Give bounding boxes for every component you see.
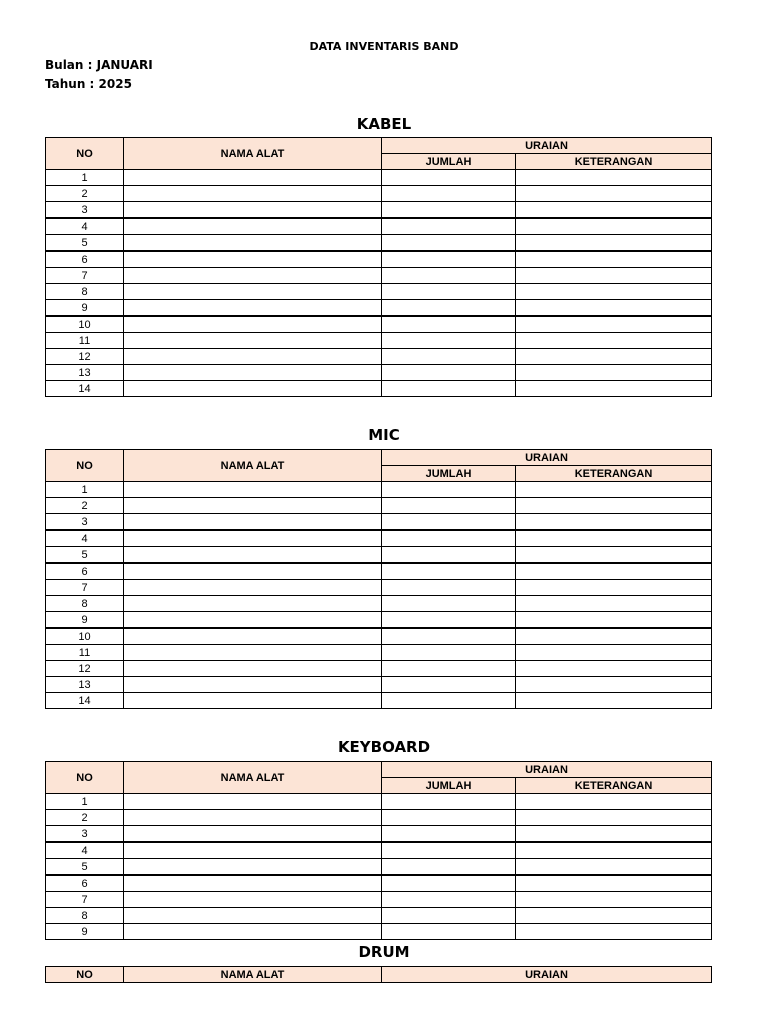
month-label: Bulan : JANUARI	[45, 58, 153, 72]
nama-alat-cell	[124, 677, 382, 693]
header-nama-alat: NAMA ALAT	[124, 762, 382, 794]
row-number: 10	[46, 628, 124, 645]
nama-alat-cell	[124, 530, 382, 547]
header-jumlah: JUMLAH	[382, 154, 516, 170]
row-number: 7	[46, 892, 124, 908]
inventory-table-mic	[45, 449, 712, 709]
nama-alat-cell	[124, 514, 382, 531]
keterangan-cell	[516, 580, 712, 596]
row-number: 3	[46, 514, 124, 531]
table-row	[46, 202, 712, 219]
table-row	[46, 300, 712, 317]
row-number: 2	[46, 186, 124, 202]
row-number: 14	[46, 381, 124, 397]
nama-alat-cell	[124, 596, 382, 612]
jumlah-cell	[382, 170, 516, 186]
inventory-table-drum	[45, 966, 712, 983]
nama-alat-cell	[124, 892, 382, 908]
table-row	[46, 859, 712, 876]
section-title-drum: DRUM	[358, 943, 410, 961]
jumlah-cell	[382, 908, 516, 924]
nama-alat-cell	[124, 251, 382, 268]
row-number: 5	[46, 547, 124, 564]
table-row	[46, 892, 712, 908]
keterangan-cell	[516, 628, 712, 645]
keterangan-cell	[516, 514, 712, 531]
keterangan-cell	[516, 794, 712, 810]
row-number: 6	[46, 251, 124, 268]
keterangan-cell	[516, 365, 712, 381]
keterangan-cell	[516, 268, 712, 284]
nama-alat-cell	[124, 170, 382, 186]
keterangan-cell	[516, 381, 712, 397]
header-uraian: URAIAN	[382, 967, 712, 983]
header-jumlah: JUMLAH	[382, 466, 516, 482]
table-row	[46, 482, 712, 498]
header-nama-alat: NAMA ALAT	[124, 138, 382, 170]
jumlah-cell	[382, 612, 516, 629]
jumlah-cell	[382, 924, 516, 940]
keterangan-cell	[516, 612, 712, 629]
header-jumlah: JUMLAH	[382, 778, 516, 794]
nama-alat-cell	[124, 580, 382, 596]
keterangan-cell	[516, 316, 712, 333]
keterangan-cell	[516, 645, 712, 661]
nama-alat-cell	[124, 563, 382, 580]
keterangan-cell	[516, 251, 712, 268]
keterangan-cell	[516, 892, 712, 908]
row-number: 14	[46, 693, 124, 709]
nama-alat-cell	[124, 810, 382, 826]
table-row	[46, 381, 712, 397]
row-number: 8	[46, 908, 124, 924]
table-row	[46, 580, 712, 596]
keterangan-cell	[516, 826, 712, 843]
header-uraian: URAIAN	[382, 138, 712, 154]
row-number: 4	[46, 530, 124, 547]
keterangan-cell	[516, 810, 712, 826]
table-row	[46, 842, 712, 859]
table-row	[46, 547, 712, 564]
table-row	[46, 498, 712, 514]
header-nama-alat: NAMA ALAT	[124, 967, 382, 983]
nama-alat-cell	[124, 284, 382, 300]
nama-alat-cell	[124, 547, 382, 564]
nama-alat-cell	[124, 859, 382, 876]
jumlah-cell	[382, 826, 516, 843]
table-row	[46, 333, 712, 349]
table-row	[46, 924, 712, 940]
table-row	[46, 218, 712, 235]
keterangan-cell	[516, 284, 712, 300]
nama-alat-cell	[124, 661, 382, 677]
keterangan-cell	[516, 218, 712, 235]
table-row	[46, 235, 712, 252]
nama-alat-cell	[124, 482, 382, 498]
table-row	[46, 284, 712, 300]
jumlah-cell	[382, 300, 516, 317]
jumlah-cell	[382, 810, 516, 826]
header-no: NO	[46, 450, 124, 482]
table-row	[46, 530, 712, 547]
table-row	[46, 596, 712, 612]
table-row	[46, 316, 712, 333]
nama-alat-cell	[124, 612, 382, 629]
jumlah-cell	[382, 202, 516, 219]
jumlah-cell	[382, 333, 516, 349]
jumlah-cell	[382, 859, 516, 876]
nama-alat-cell	[124, 333, 382, 349]
keterangan-cell	[516, 202, 712, 219]
keterangan-cell	[516, 661, 712, 677]
nama-alat-cell	[124, 794, 382, 810]
row-number: 12	[46, 661, 124, 677]
jumlah-cell	[382, 547, 516, 564]
row-number: 5	[46, 235, 124, 252]
row-number: 2	[46, 810, 124, 826]
table-row	[46, 875, 712, 892]
header-uraian: URAIAN	[382, 450, 712, 466]
table-row	[46, 170, 712, 186]
inventory-table-keyboard	[45, 761, 712, 940]
row-number: 1	[46, 170, 124, 186]
jumlah-cell	[382, 563, 516, 580]
keterangan-cell	[516, 596, 712, 612]
jumlah-cell	[382, 349, 516, 365]
keterangan-cell	[516, 530, 712, 547]
jumlah-cell	[382, 514, 516, 531]
row-number: 9	[46, 924, 124, 940]
header-keterangan: KETERANGAN	[516, 154, 712, 170]
table-row	[46, 628, 712, 645]
row-number: 10	[46, 316, 124, 333]
keterangan-cell	[516, 547, 712, 564]
header-keterangan: KETERANGAN	[516, 466, 712, 482]
header-no: NO	[46, 967, 124, 983]
keterangan-cell	[516, 842, 712, 859]
jumlah-cell	[382, 794, 516, 810]
nama-alat-cell	[124, 300, 382, 317]
inventory-table-kabel	[45, 137, 712, 397]
table-row	[46, 645, 712, 661]
keterangan-cell	[516, 563, 712, 580]
jumlah-cell	[382, 693, 516, 709]
nama-alat-cell	[124, 316, 382, 333]
row-number: 1	[46, 794, 124, 810]
row-number: 2	[46, 498, 124, 514]
table-row	[46, 908, 712, 924]
header-no: NO	[46, 762, 124, 794]
row-number: 7	[46, 268, 124, 284]
table-row	[46, 661, 712, 677]
jumlah-cell	[382, 316, 516, 333]
nama-alat-cell	[124, 349, 382, 365]
keterangan-cell	[516, 482, 712, 498]
keterangan-cell	[516, 300, 712, 317]
row-number: 11	[46, 333, 124, 349]
jumlah-cell	[382, 268, 516, 284]
table-row	[46, 349, 712, 365]
keterangan-cell	[516, 677, 712, 693]
keterangan-cell	[516, 349, 712, 365]
section-title-mic: MIC	[368, 426, 400, 444]
row-number: 8	[46, 284, 124, 300]
jumlah-cell	[382, 498, 516, 514]
row-number: 4	[46, 218, 124, 235]
jumlah-cell	[382, 218, 516, 235]
row-number: 3	[46, 826, 124, 843]
table-row	[46, 563, 712, 580]
nama-alat-cell	[124, 268, 382, 284]
jumlah-cell	[382, 186, 516, 202]
jumlah-cell	[382, 875, 516, 892]
nama-alat-cell	[124, 202, 382, 219]
keterangan-cell	[516, 170, 712, 186]
nama-alat-cell	[124, 628, 382, 645]
keterangan-cell	[516, 908, 712, 924]
jumlah-cell	[382, 661, 516, 677]
jumlah-cell	[382, 284, 516, 300]
row-number: 7	[46, 580, 124, 596]
table-row	[46, 186, 712, 202]
nama-alat-cell	[124, 924, 382, 940]
header-uraian: URAIAN	[382, 762, 712, 778]
section-title-kabel: KABEL	[356, 115, 412, 133]
table-row	[46, 794, 712, 810]
document-title: DATA INVENTARIS BAND	[309, 40, 459, 53]
jumlah-cell	[382, 365, 516, 381]
table-row	[46, 810, 712, 826]
keterangan-cell	[516, 186, 712, 202]
keterangan-cell	[516, 333, 712, 349]
nama-alat-cell	[124, 186, 382, 202]
keterangan-cell	[516, 924, 712, 940]
jumlah-cell	[382, 892, 516, 908]
nama-alat-cell	[124, 235, 382, 252]
header-no: NO	[46, 138, 124, 170]
year-label: Tahun : 2025	[45, 77, 132, 91]
jumlah-cell	[382, 530, 516, 547]
jumlah-cell	[382, 628, 516, 645]
table-row	[46, 268, 712, 284]
nama-alat-cell	[124, 645, 382, 661]
row-number: 11	[46, 645, 124, 661]
nama-alat-cell	[124, 908, 382, 924]
nama-alat-cell	[124, 826, 382, 843]
jumlah-cell	[382, 677, 516, 693]
jumlah-cell	[382, 596, 516, 612]
table-row	[46, 612, 712, 629]
keterangan-cell	[516, 693, 712, 709]
header-nama-alat: NAMA ALAT	[124, 450, 382, 482]
row-number: 13	[46, 365, 124, 381]
keterangan-cell	[516, 875, 712, 892]
nama-alat-cell	[124, 498, 382, 514]
nama-alat-cell	[124, 218, 382, 235]
keterangan-cell	[516, 859, 712, 876]
nama-alat-cell	[124, 842, 382, 859]
table-row	[46, 826, 712, 843]
nama-alat-cell	[124, 693, 382, 709]
table-row	[46, 693, 712, 709]
row-number: 13	[46, 677, 124, 693]
nama-alat-cell	[124, 875, 382, 892]
row-number: 1	[46, 482, 124, 498]
row-number: 4	[46, 842, 124, 859]
row-number: 9	[46, 612, 124, 629]
jumlah-cell	[382, 235, 516, 252]
row-number: 12	[46, 349, 124, 365]
section-title-keyboard: KEYBOARD	[337, 738, 431, 756]
jumlah-cell	[382, 251, 516, 268]
keterangan-cell	[516, 235, 712, 252]
table-row	[46, 365, 712, 381]
row-number: 9	[46, 300, 124, 317]
row-number: 6	[46, 563, 124, 580]
header-keterangan: KETERANGAN	[516, 778, 712, 794]
row-number: 3	[46, 202, 124, 219]
row-number: 8	[46, 596, 124, 612]
nama-alat-cell	[124, 365, 382, 381]
jumlah-cell	[382, 580, 516, 596]
jumlah-cell	[382, 381, 516, 397]
jumlah-cell	[382, 842, 516, 859]
jumlah-cell	[382, 645, 516, 661]
nama-alat-cell	[124, 381, 382, 397]
row-number: 5	[46, 859, 124, 876]
table-row	[46, 251, 712, 268]
table-row	[46, 677, 712, 693]
keterangan-cell	[516, 498, 712, 514]
row-number: 6	[46, 875, 124, 892]
jumlah-cell	[382, 482, 516, 498]
table-row	[46, 514, 712, 531]
